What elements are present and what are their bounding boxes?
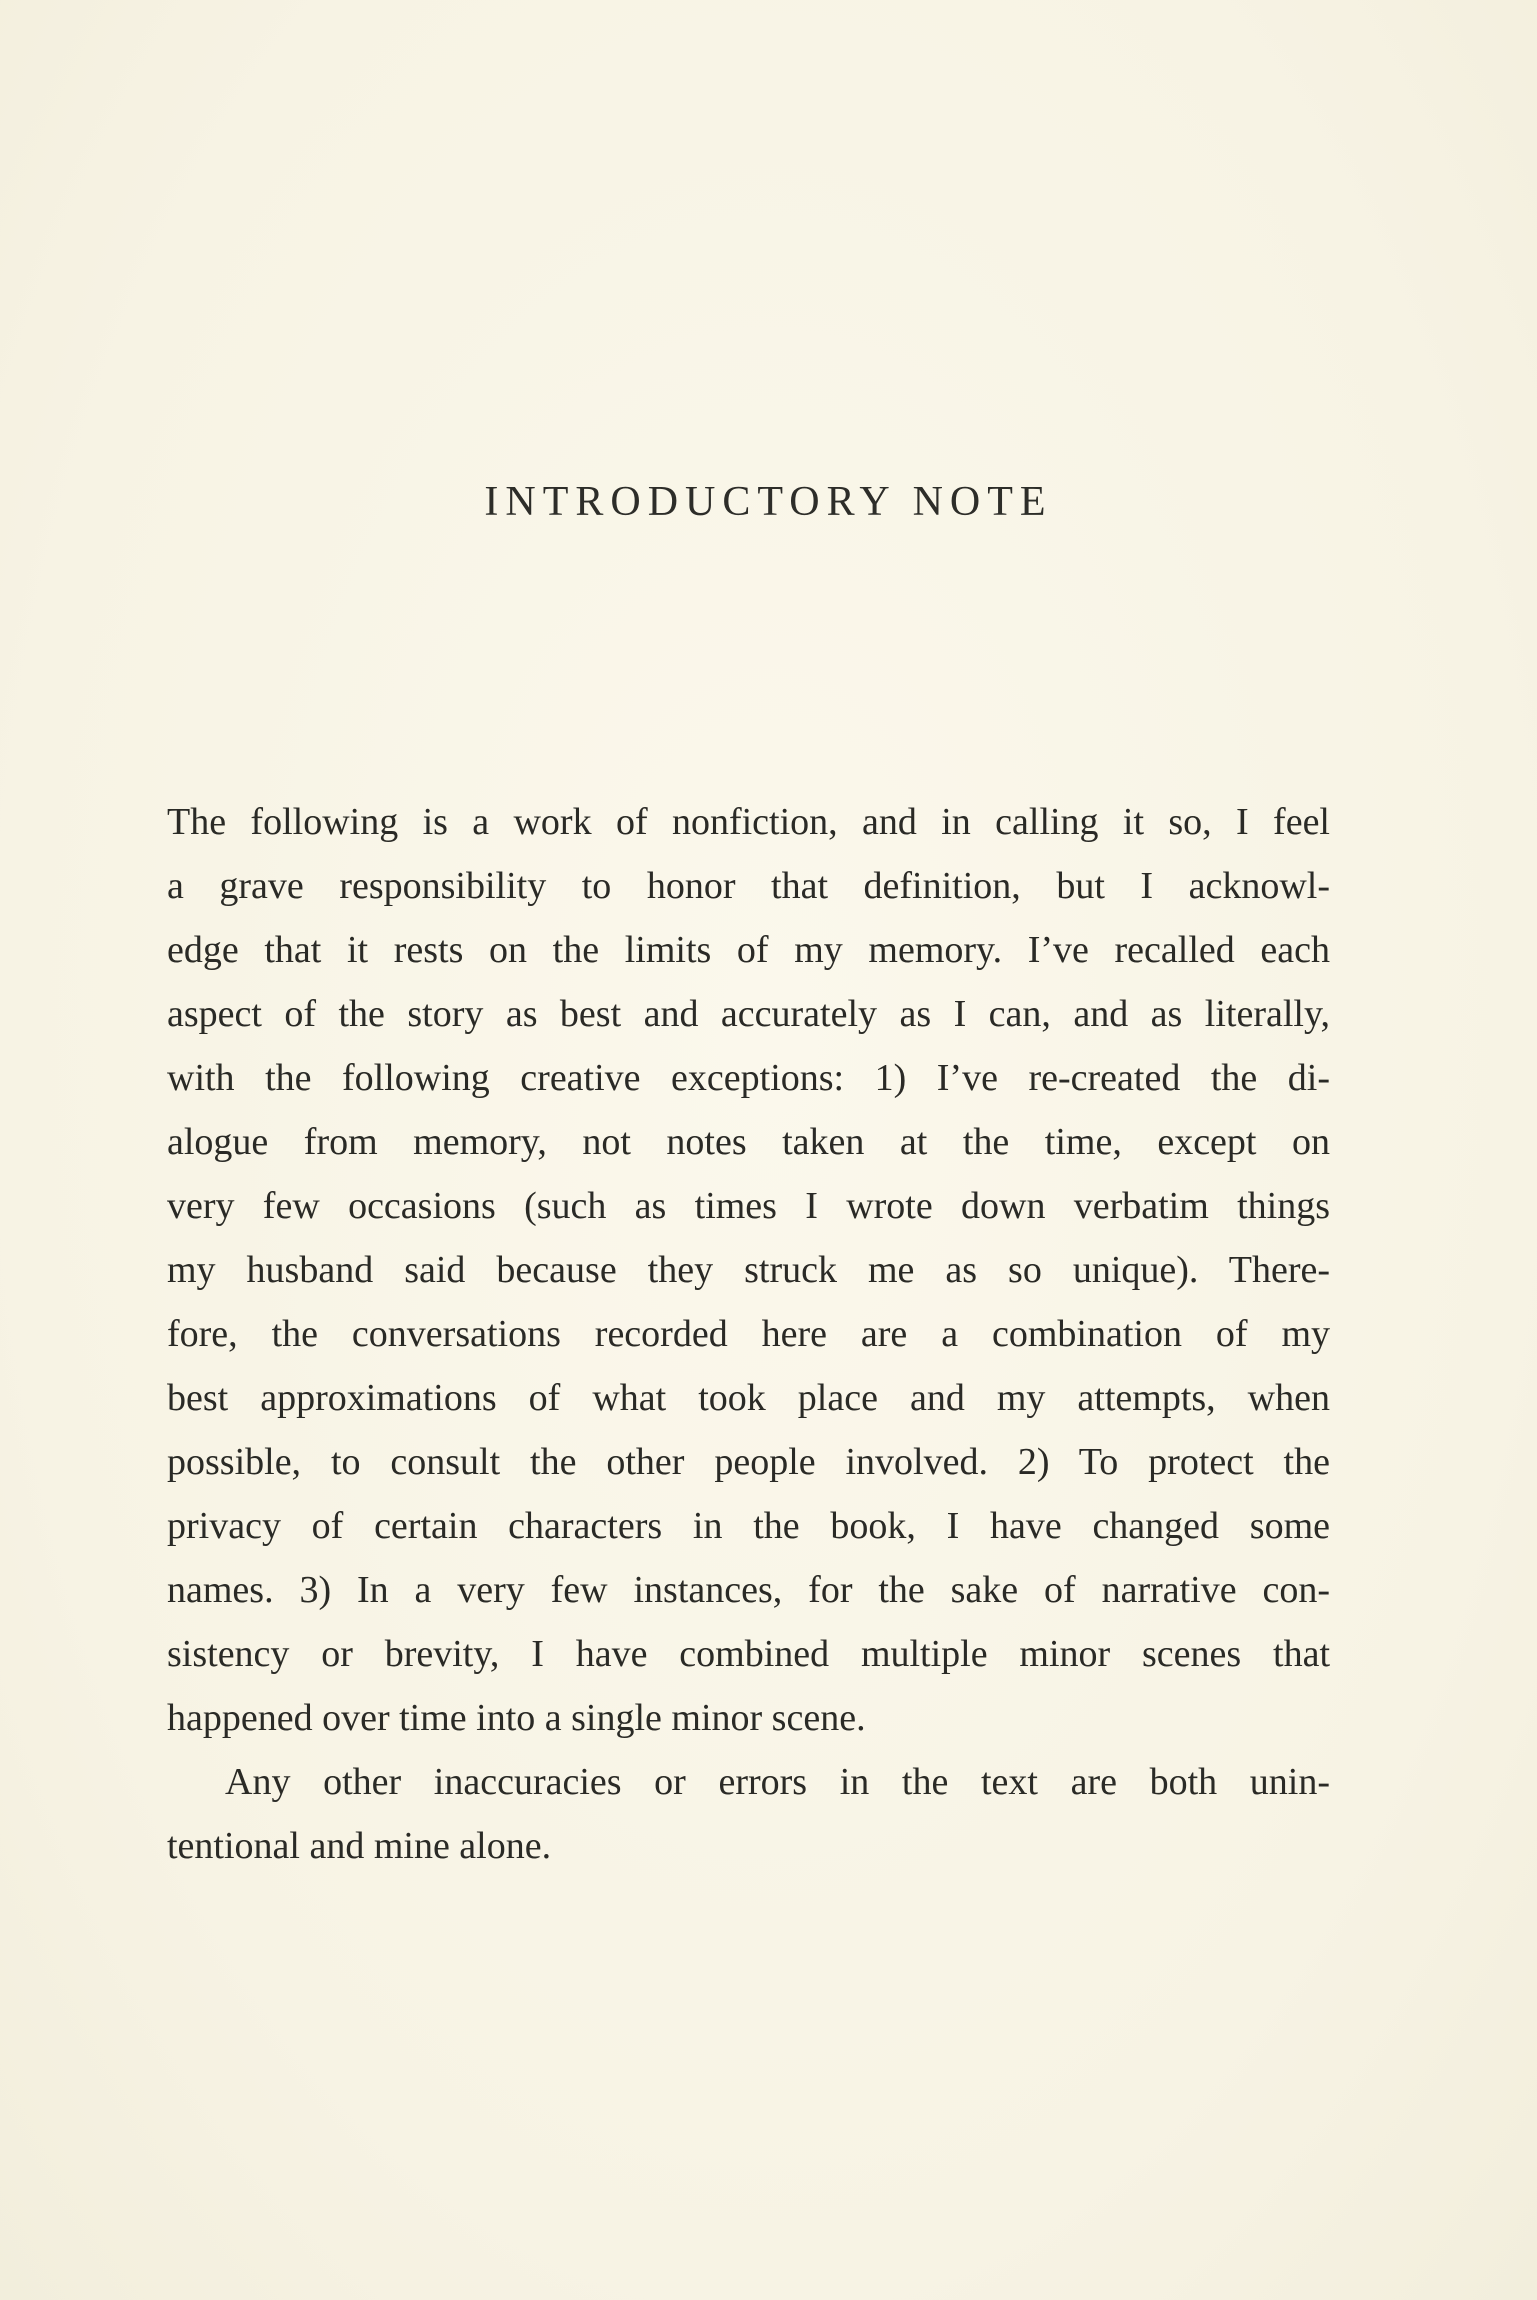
paragraph-2 bbox=[167, 1750, 1330, 1878]
text-line: The following is a work of nonfiction, and in calling it so, I feel bbox=[167, 801, 1330, 843]
text-line: best approximations of what took place and my attempts, when bbox=[167, 1377, 1330, 1419]
body-text bbox=[167, 790, 1330, 1878]
text-line: possible, to consult the other people involved. 2) To protect the bbox=[167, 1441, 1330, 1483]
text-line: edge that it rests on the limits of my memory. I’ve recalled each bbox=[167, 929, 1330, 971]
text-line: very few occasions (such as times I wrote down verbatim things bbox=[167, 1185, 1330, 1227]
text-line: sistency or brevity, I have combined multiple minor scenes that bbox=[167, 1633, 1330, 1675]
text-line: alogue from memory, not notes taken at the time, except on bbox=[167, 1121, 1330, 1163]
text-line: aspect of the story as best and accurately as I can, and as literally, bbox=[167, 993, 1330, 1035]
text-line: privacy of certain characters in the book, I have changed some bbox=[167, 1505, 1330, 1547]
text-line: tentional and mine alone. bbox=[167, 1825, 552, 1867]
text-line: names. 3) In a very few instances, for the sake of narrative con- bbox=[167, 1569, 1330, 1611]
text-line: happened over time into a single minor scene. bbox=[167, 1697, 866, 1739]
text-line: a grave responsibility to honor that definition, but I acknowl- bbox=[167, 865, 1330, 907]
text-line: fore, the conversations recorded here are a combination of my bbox=[167, 1313, 1330, 1355]
text-line: with the following creative exceptions: 1) I’ve re-created the di- bbox=[167, 1057, 1330, 1099]
paragraph-1 bbox=[167, 790, 1330, 1750]
text-line: Any other inaccuracies or errors in the text are both unin- bbox=[225, 1761, 1330, 1803]
text-line: my husband said because they struck me as so unique). There- bbox=[167, 1249, 1330, 1291]
page-title: INTRODUCTORY NOTE bbox=[484, 479, 1053, 525]
